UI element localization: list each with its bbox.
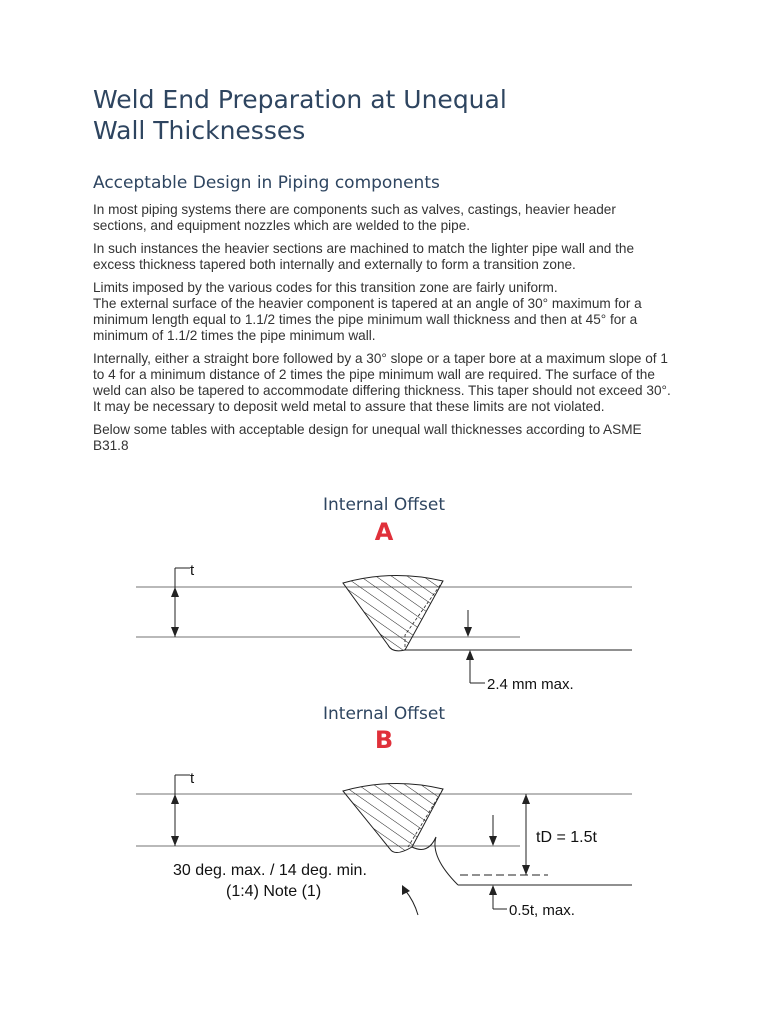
figure-a-diagram xyxy=(0,555,768,695)
figure-b-offset-label: 0.5t, max. xyxy=(509,902,575,919)
figure-a-weld-bead xyxy=(343,575,443,650)
page-title-line-1: Weld End Preparation at Unequal xyxy=(93,85,507,114)
page-title-line-2: Wall Thicknesses xyxy=(93,116,306,145)
figure-b-taper-line xyxy=(412,837,458,885)
figure-a-caption: Internal Offset xyxy=(323,495,445,515)
figure-b-diagram xyxy=(0,765,768,925)
figure-a-offset-label: 2.4 mm max. xyxy=(487,676,574,693)
article xyxy=(93,84,673,461)
figure-b-letter: B xyxy=(374,726,394,754)
paragraph-3: Limits imposed by the various codes for this transition zone are fairly uniform. The external surface of the heavier component is tapered at an angle of 30° maximum for a minimum length equal to 1.1/2 times the pipe minimum wall thickness and then at 45° for a minimum of 1.1/2 times the pipe minimum wall. xyxy=(93,280,642,343)
figure-b-td-label: tD = 1.5t xyxy=(536,829,597,846)
figure-b-t-label: t xyxy=(190,770,195,787)
paragraph-5: Below some tables with acceptable design for unequal wall thicknesses according to ASME B31.8 xyxy=(93,422,642,453)
paragraph-1: In most piping systems there are components such as valves, castings, heavier header sections, and equipment nozzles which are welded to the pipe. xyxy=(93,202,616,233)
figure-a-letter: A xyxy=(374,518,394,546)
figure-b-caption: Internal Offset xyxy=(323,704,445,724)
paragraph-2: In such instances the heavier sections are machined to match the lighter pipe wall and the excess thickness tapered both internally and externally to form a transition zone. xyxy=(93,241,635,272)
figure-a-t-label: t xyxy=(190,562,195,579)
figure-b-angle-label: 30 deg. max. / 14 deg. min. xyxy=(173,862,367,879)
page-title xyxy=(93,84,673,146)
figure-b-angle-leader xyxy=(405,890,418,915)
section-heading: Acceptable Design in Piping components xyxy=(93,173,440,193)
figure-b-weld-bead xyxy=(343,783,443,852)
paragraph-4: Internally, either a straight bore followed by a 30° slope or a taper bore at a maximum slope of 1 to 4 for a minimum distance of 2 times the pipe minimum wall are required. The surface of the weld can also be tapered to accommodate differing thickness. This taper should not exceed 30°. It may be necessary to deposit weld metal to assure that these limits are not violated. xyxy=(93,351,671,414)
figure-b-note-label: (1:4) Note (1) xyxy=(226,883,322,900)
